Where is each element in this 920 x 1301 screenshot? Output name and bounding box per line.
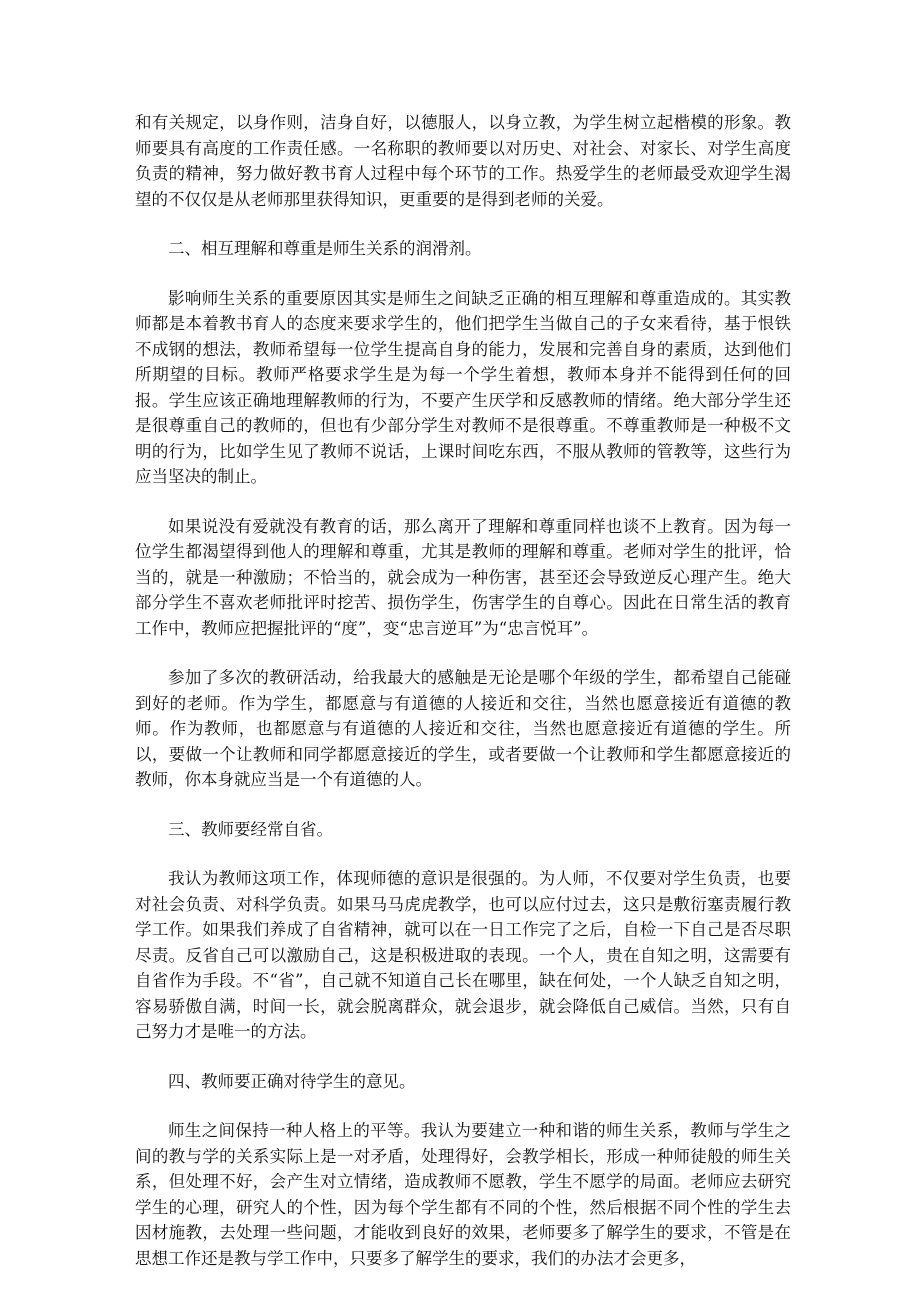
- paragraph-criticism: 如果说没有爱就没有教育的话，那么离开了理解和尊重同样也谈不上教育。因为每一位学生都渴望得到他人的理解和尊重，尤其是教师的理解和尊重。老师对学生的批评，恰当的，就是一种激励；不恰当的，就会成为一种伤害，甚至还会导致逆反心理产生。绝大部分学生不喜欢老师批评时挖苦、损伤学生，伤害学生的自尊心。因此在日常生活的教育工作中，教师应把握批评的“度”，变“忠言逆耳”为“忠言悦耳”。: [135, 516, 791, 638]
- document-page: [135, 110, 791, 1295]
- section-heading-2: 二、相互理解和尊重是师生关系的润滑剂。: [168, 239, 482, 258]
- paragraph-student-opinions: 师生之间保持一种人格上的平等。我认为要建立一种和谐的师生关系，教师与学生之间的教与学的关系实际上是一对矛盾，处理得好，会教学相长，形成一种师徒般的师生关系，但处理不好，会产生对立情绪，造成教师不愿教，学生不愿学的局面。老师应去研究学生的心理，研究人的个性，因为每个学生都有不同的个性，然后根据不同个性的学生去因材施教，去处理一些问题，才能收到良好的效果，老师要多了解学生的要求，不管是在思想工作还是教与学工作中，只要多了解学生的要求，我们的办法才会更多，: [135, 1121, 791, 1268]
- section-heading-3: 三、教师要经常自省。: [168, 819, 333, 839]
- paragraph-moral-teacher: 参加了多次的教研活动，给我最大的感触是无论是哪个年级的学生，都希望自己能碰到好的老师。作为学生，都愿意与有道德的人接近和交往，当然也愿意接近有道德的教师。作为教师，也都愿意与有道德的人接近和交往，当然也愿意接近有道德的学生。所以，要做一个让教师和同学都愿意接近的学生，或者要做一个让教师和学生都愿意接近的教师，你本身就应当是一个有道德的人。: [135, 668, 791, 789]
- paragraph-self-reflection: 我认为教师这项工作，体现师德的意识是很强的。为人师，不仅要对学生负责，也要对社会负责、对科学负责。如果马马虎虎教学，也可以应付过去，这只是敷衍塞责履行教学工作。如果我们养成了自省精神，就可以在一日工作完了之后，自检一下自己是否尽职尽责。反省自己可以激励自己，这是积极进取的表现。一个人，贵在自知之明，这需要有自省作为手段。不“省”，自己就不知道自己长在哪里，缺在何处，一个人缺乏自知之明，容易骄傲自满，时间一长，就会脱离群众，就会退步，就会降低自己威信。当然，只有自己努力才是唯一的方法。: [135, 869, 791, 1041]
- paragraph-understanding-respect: 影响师生关系的重要原因其实是师生之间缺乏正确的相互理解和尊重造成的。其实教师都是本着教书育人的态度来要求学生的，他们把学生当做自己的子女来看待，基于恨铁不成钢的想法，教师希望每一位学生提高自身的能力，发展和完善自身的素质，达到他们所期望的目标。教师严格要求学生是为每一个学生着想，教师本身并不能得到任何的回报。学生应该正确地理解教师的行为，不要产生厌学和反感教师的情绪。绝大部分学生还是很尊重自己的教师的，但也有少部分学生对教师不是很尊重。不尊重教师是一种极不文明的行为，比如学生见了教师不说话，上课时间吃东西，不服从教师的管教等，这些行为应当坚决的制止。: [135, 288, 791, 486]
- paragraph-intro-continuation: 和有关规定，以身作则，洁身自好，以德服人，以身立教，为学生树立起楷模的形象。教师要具有高度的工作责任感。一名称职的教师要以对历史、对社会、对家长、对学生高度负责的精神，努力做好教书育人过程中每个环节的工作。热爱学生的老师最受欢迎学生渴望的不仅仅是从老师那里获得知识，更重要的是得到老师的关爱。: [135, 113, 791, 209]
- section-heading-4: 四、教师要正确对待学生的意见。: [168, 1071, 416, 1091]
